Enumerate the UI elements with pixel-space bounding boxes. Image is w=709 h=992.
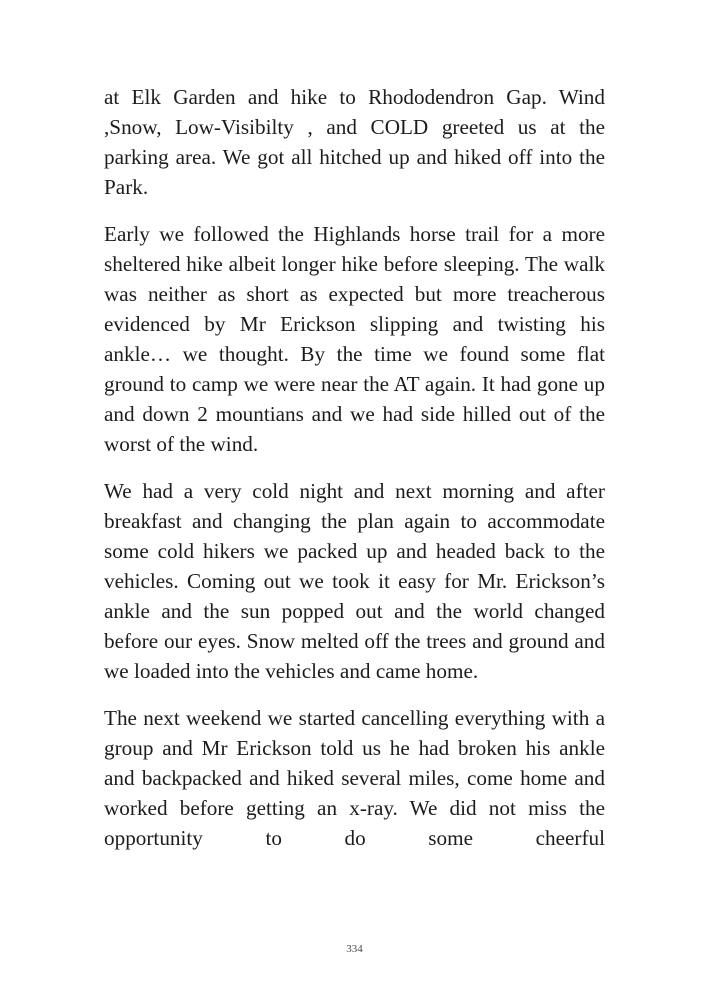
body-text — [104, 82, 605, 870]
page-number: 334 — [346, 943, 363, 955]
paragraph-4: The next weekend we started cancelling everything with a group and Mr Erickson told us he had broken his ankle and backpacked and hiked several miles, come home and worked before getting an x-ray. We did not miss the opportunity to do some cheerful — [104, 706, 605, 850]
paragraph-1: at Elk Garden and hike to Rhododendron Gap. Wind ,Snow, Low-Visibilty , and COLD greeted us at the parking area. We got all hitched up and hiked off into the Park. — [104, 85, 605, 199]
paragraph-3: We had a very cold night and next morning and after breakfast and changing the plan again to accommodate some cold hikers we packed up and headed back to the vehicles. Coming out we took it easy for Mr. Erickson’s ankle and the sun popped out and the world changed before our eyes. Snow melted off the trees and ground and we loaded into the vehicles and came home. — [104, 479, 605, 683]
paragraph-2: Early we followed the Highlands horse trail for a more sheltered hike albeit longer hike before sleeping. The walk was neither as short as expected but more treacherous evidenced by Mr Erickson slipping and twisting his ankle… we thought. By the time we found some flat ground to camp we were near the AT again. It had gone up and down 2 mountians and we had side hilled out of the worst of the wind. — [104, 222, 605, 456]
